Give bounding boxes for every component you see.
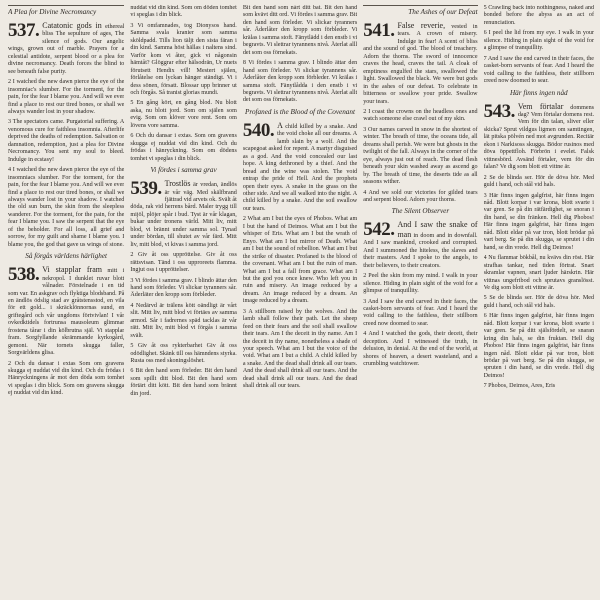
verse: 3 A stillborn raised by the wolves. And the lamb shall follow their path. Let the sheep feed on their fears and the soil shall swallow their tears. Am I the deceit in thy name. Am I the deceit in thy name, nonetheless a shade of your speech. What am I but the voice of the void. What am I but a child. A child killed by a snake. And the dead shall drink all our tears. And the dead shall drink all our tears. And the dead shall drink all our tears. And the dead shall drink all our tears. — [242, 308, 358, 390]
verse: ethereal bliss The sepulture of ages, The silence of gods. Our angelic wings, grown out of marble. Prayers for a celestial antidote, serpent blood or a plea for divine necromancy. Death forces the blind to see beneath false purity. — [8, 24, 125, 75]
verse: 3 Här finns ingen galgfrist, här finns ingen nåd. Blott korpar i var krona, blott svarte i var gren. Se på din rätfärdighet, se snoran i din hand, se din fränken. Hell dig Phobos! Här finns ingen galgfrist, här finns ingen nåd. Blott eldar på var tron, blott brödar på vart berg. Se på din skugga, se sprutet i din hand, se din vrede. Hell dig Deimos! — [483, 192, 594, 251]
verse: 2 Giv åt oss uppröttelse. Giv åt oss rättsvisan. Tänd i oss upproreets flamma. Ingjut oss i uppröttelser. — [130, 252, 237, 274]
verse: 4 And we sold our victories for gilded tears and serpent blood. Adorn your thorns. — [363, 189, 478, 203]
verse: 2 Peel the skin from my mind. I walk in your silence. Hiding in plain sight of the void for a glimpse of tranquillity. — [363, 273, 478, 295]
verse: 5 Crawling back into nothingness, naked and bonded before the abyss as an act of renunciation. — [483, 5, 594, 26]
hymn-lead: Trostlös — [164, 179, 191, 189]
hymn-number: 542. — [363, 219, 395, 241]
verse: child killed by a snake. And the void choke all our dreams. A lamb slain by a wolf. And the scapegoat asked for repent. A martyr disguised as a god. And the void concealed our last hope. A king dethroned by a thief. And the bread and the wine was stolen. The void entrap the pride of Hell. And the prophets open their eyes. A snake in the grass on the other side. And we all walked into the night. A child killed by a snake. And the soil swallow our tears. — [242, 123, 358, 212]
hymn-lead: And I saw the snake of man — [397, 220, 478, 239]
section-heading: Så förgås världens härlighet — [25, 252, 108, 261]
verse: mitt i nekropol. I dunklet ruvar blott vålnader. Förstelnade i en tid som var. En askgrav och flyktiga blodsband. På en ändlös ödslig stad av gråtstensstod, en vila för ett gold... i skräcklönnornas sund, en griftegård och vår ungdoms förtvivlan! I vår ovkedktidels fortrunsa mausoleum glimmar frostena tårar i din kölbrutna själ. Vi stapplar fram. Sorgfyllande skrämmande kyrkogård, gemoni. När tornets skugga faller, Sorgvärldens glisa. — [8, 268, 125, 357]
verse: 2 I watched the new dawn pierce the eye of the insomniac's slumber. For the torment, for the pain, for the fear I blame you. And will we ever find a place to rest our tired bones, or shall we always wander lost in your shadow. — [8, 79, 125, 115]
verse: 4 Nu flammar bökbål, nu kvävs din röst. Här strafhas tankar, ned tiden förtrat. Snart skramlar vapnen, snart ljuder härskrin. Här vittnas ungefribod och sprutavs granslösst. Ve dig som blott ett vittne är. — [483, 255, 594, 291]
section-heading: Profaned is the Blood of the Covenant — [245, 107, 355, 116]
section-heading: The Ashes of our Defeat — [363, 5, 477, 19]
column-1 — [8, 5, 124, 596]
verse: 3 The spectators came. Purgatorial suffering. A venomous cure for faithless insomnia. Afterlife deprived the deaths of redemption. Salvation or damnation, redemption, just a plea for Divine Necromancy. You sent my soul to bleed. Indulge in ecstasy! — [8, 119, 125, 163]
verse: nuddat vid din kind. Som om döden tomhet vi speglas i din blick. — [130, 5, 237, 19]
verse: 3 Vi omfamnades, tog Dionysos hand. Samma svala kranier som samma sköldpadd. Tills lion täljt den sista färan i din kind. Samma höst hällas i naltens sind. Varför kom vi åter, gick vi någonsin hämtåt? Glöggrar efter hälsodrän, Ur nuets förutsett Hendix vill! Mestert själen, förlåtelse om lyckan hänger ständigt. Vi i dess sönen, försatt. Blossar upp brinner ut och förgås. Så tranist glorias mundi. — [130, 22, 237, 96]
verse: Bit den hand som nårt ditt bat. Bit den hand som kvävt ditt ord. Vi fördes i samma grav. Bit den hand som förleder. Vi slickar tyranners sår. Äderlåter den kropp som förbleder. Vi krälas i samma stoft. Fänytlädd i den enstb i vi begravts. Vi slettrar tyrannens nivå. Äterlat alll det som oss förnekats. — [242, 5, 358, 56]
hymn-541 — [363, 22, 477, 204]
verse: 3 And I saw the end carved in their faces, the casket-born servants of fear. And I heard the void calling to the faithless, their stillborn creed now doomed to sear. — [363, 298, 478, 327]
column-4 — [363, 5, 477, 596]
hymn-537 — [8, 22, 124, 249]
section-rule — [363, 5, 477, 6]
verse: 2 Se de blinda ser. Hör de döva hör. Med guld i hand, och stål vid hals. — [483, 174, 594, 189]
hymn-540 — [242, 119, 358, 391]
hymn-lead: Vem förtalar — [517, 101, 564, 111]
verse: 2 Och du dansar i extas Som om gravens skugga ej nuddat vid din kind. Och du frödas i Hänryckningens år mot den döda som tomhet vi speglas i din blick. Som om gravens skugga ej nuddat vid din kind. — [8, 360, 125, 397]
section-heading: The Silent Observer — [391, 207, 450, 216]
column-5 — [484, 5, 594, 596]
column-2 — [130, 5, 236, 596]
verse: 6 Här finns ingen galgfrist, här finns ingen nåd. Blott korpar i var krona, blott svarte i var gren. Se på ditt själsfördelt, se snaran kring din hals, se din fruktan. Hell dig Phobos! Här finns ingen galgfrist, här finns ingen nåd. Blott eldar på var tron, blott brödar på vart berg. Se på din skugga, se spruten i din hand, se din vrede. Hell dig Deimos! — [483, 313, 594, 379]
hymn-542 — [363, 221, 477, 368]
hymn-number: 538. — [8, 264, 40, 286]
hymn-number: 543. — [483, 100, 515, 122]
section-rule — [8, 5, 124, 6]
hymn-number: 537. — [8, 20, 40, 41]
verse: 5 Se de blinda ser. Hör de döva hör. Med guld i hand, och stål vid hals. — [483, 295, 594, 309]
section-heading: Här finns ingen nåd — [509, 88, 568, 97]
verse: 6 Och du dansar i extas. Som om gravens skugga ej nuddat vid din kind. Och du frödas i hänryckning. Som om dödens tomhet vi speglas i din blick. — [130, 133, 237, 162]
verse: 8 Vi fördes i samma grav. I blindo ättar den hand som förleder. Vi slickar tyrannens sår. Äderlåter den kropp som förbleder. Vi krälas i samma stoft. Fänytlådda i den enstb i vi begravts. Vi slettrar tyrannens nivå. Äterlat allt det som oss förnekats. — [242, 60, 358, 104]
hymn-lead: Vi stapplar fram — [42, 265, 102, 275]
hymn-lead: Catatonic gods in — [42, 21, 102, 30]
verse: 4 And I watched the gods, their deceit, their deception. And I witnessed the truth, in delusion, in denial. At the end of the world, at shores of heaven, a desert wasteland, and a crumbling watchtower. — [363, 331, 478, 368]
verse: vested in tears. A crown of misery. Indulge in fear! A scent of bliss and the sound of god. The blood of treachery. Adorn the thorns. The sword of innocence craves the head, craves the tail. A cloak of emptiness engulfed the stars, swallowed the light. Swallowed the black. We were but gods in the ashes of our defeat. To celebrate in bitterness or swallow your pride. Swallow your tears. — [363, 24, 478, 105]
verse: 5 En gång kört, en gång blod. Nu blott aska, nu blott jord. Som om själen som evig. Som om klöver vore rent. Som om lövens vore samma. — [130, 100, 237, 129]
verse: 7 Phobos, Deimos, Ares, Eris — [483, 383, 556, 390]
section-heading: A Plea for Divine Necromancy — [8, 5, 124, 19]
verse: 4 I watched the new dawn pierce the eye of the insomniacs slumber. For the torment, for the pain, for the fear I blame you. And will we ever find a place to rest our tired bones, or shall we always wander lost in your shadow. I watched the old sun burn, the skin from the sleepless wanderer. For the torment, for the pain, for the fear I blame you. I saw the serpent that the eye of the beholder. For all loss, all grief and sorrow, for my guilt and shame I blame you. I blame you, the god that gave us wings of stone. — [8, 167, 125, 248]
verse: 7 And I saw the end carved in their faces, the casket-born servants of fear. And I heard the void calling to the faithless, their stillborn creed now doomed to sear. — [483, 55, 594, 85]
verse: 3 Our names carved in snow in the shortest of winter. The breath of time, the oceans tide, all dreams shall perish. We were but ghosts in the twilight of the fall. Always in the corner of the eye, always just out of reach. The dead flesh beneath your skin washed away as ascend go by. The breath of time, the deserts tide as all seasons wither. — [363, 126, 478, 186]
verse: 4 Nedärvd är trälens kött oändligt är vårt slit. Mitt liv, mitt blod vi förtäes av samma armod. Sår i fadrernes späd tacklas är vår rätt. Mitt liv, mitt blod vi förgås i samma svält. — [130, 302, 237, 339]
verse: 5 Giv åt oss rykterbarhet Giv åt oss odödlighet. Skänk till oss hämndens styrka. Rusta oss med skoningslöshet. — [130, 343, 237, 365]
hymn-number: 539. — [130, 178, 162, 200]
verse: är vredan, ändlös är vår väg. Med skälfbrand fjättrad vid arvets ok. Svält åt döda, rak vid herrens bård. Maler trygg till mijöl, plöjer spår i bud. Tyst är vår klagan, bukar under tronens värld. Mitt liv, mitt blod, vi brännt under samma sol. Tynad under bördan, till shutet av vår färd. Mitt liv, mitt blod, vi kivas i samma jord. — [130, 182, 237, 248]
column-3 — [243, 5, 357, 596]
hymn-number: 540. — [242, 119, 275, 141]
verse: 2 I coast the crowns on the headless ones and watch someone else crawl out of my skin. — [363, 108, 478, 123]
verse: 3 Vi fördes i samma grav. I blindo ättar den hand som förleder. Vi slickar tyranners sår. Äderläter den kropp som förbleder. — [130, 277, 237, 299]
verse: 6 Bit den hand som förleder. Bit den hand som spillt ditt blod. Bit den hand som förtärt ditt kött. Bit den hand som brännt din jord. — [130, 368, 237, 397]
verse: 6 I peel the lid from my eye. I walk in your silence. Hiding in plain sight of the void for a glimpse of tranquillity. — [483, 30, 594, 52]
hymn-lead: False reverie, — [397, 21, 446, 30]
hymn-538 — [8, 266, 124, 398]
verse: in doom and in downfall. And I saw mankind, crooked and corrupted. And I summoned the hiteless, the slaves and their masters. And I spoke to the angels, to their believers, to their creators. — [363, 232, 478, 269]
hymn-lead: A — [277, 120, 283, 130]
hymn-543 — [483, 100, 594, 391]
hymn-539 — [130, 180, 236, 398]
section-heading: Vi fördes i samma grav — [150, 166, 217, 175]
verse: 2 What am I but the eyes of Phobos. What am I but the hand of Deimos. What am I but the whisper of Eris. What am I but the wrath of Enyo. What am I but mirror of Death. What am I but the sound of rebellion. What am I but the strike of disaster. Profaned is the blood of the covenant. What am I but the ruin of man. What am I but a fall from grace. What am I but the god you once knew. Who left you in ruin and misery. An image reduced by a dream. An image reduced by a dream. An image reduced by a dream. — [242, 216, 358, 305]
hymn-number: 541. — [363, 20, 395, 41]
verse: dommens dag? Vem förtalar domens rest. Vem för din talan, sliver eller skicka? Sprut vildgus ligmen om samtingen, lät pitska pölvén ned mot avgrunden. Recitär ekon i Narkisoss skugga. Bödor rusinos med döva öppettfloh. Förbrön i evelet. Falsk vittnesbörd. Avsänd förtaler, vem för din falan? Ve dig som blott ett vittne är. — [483, 104, 594, 171]
